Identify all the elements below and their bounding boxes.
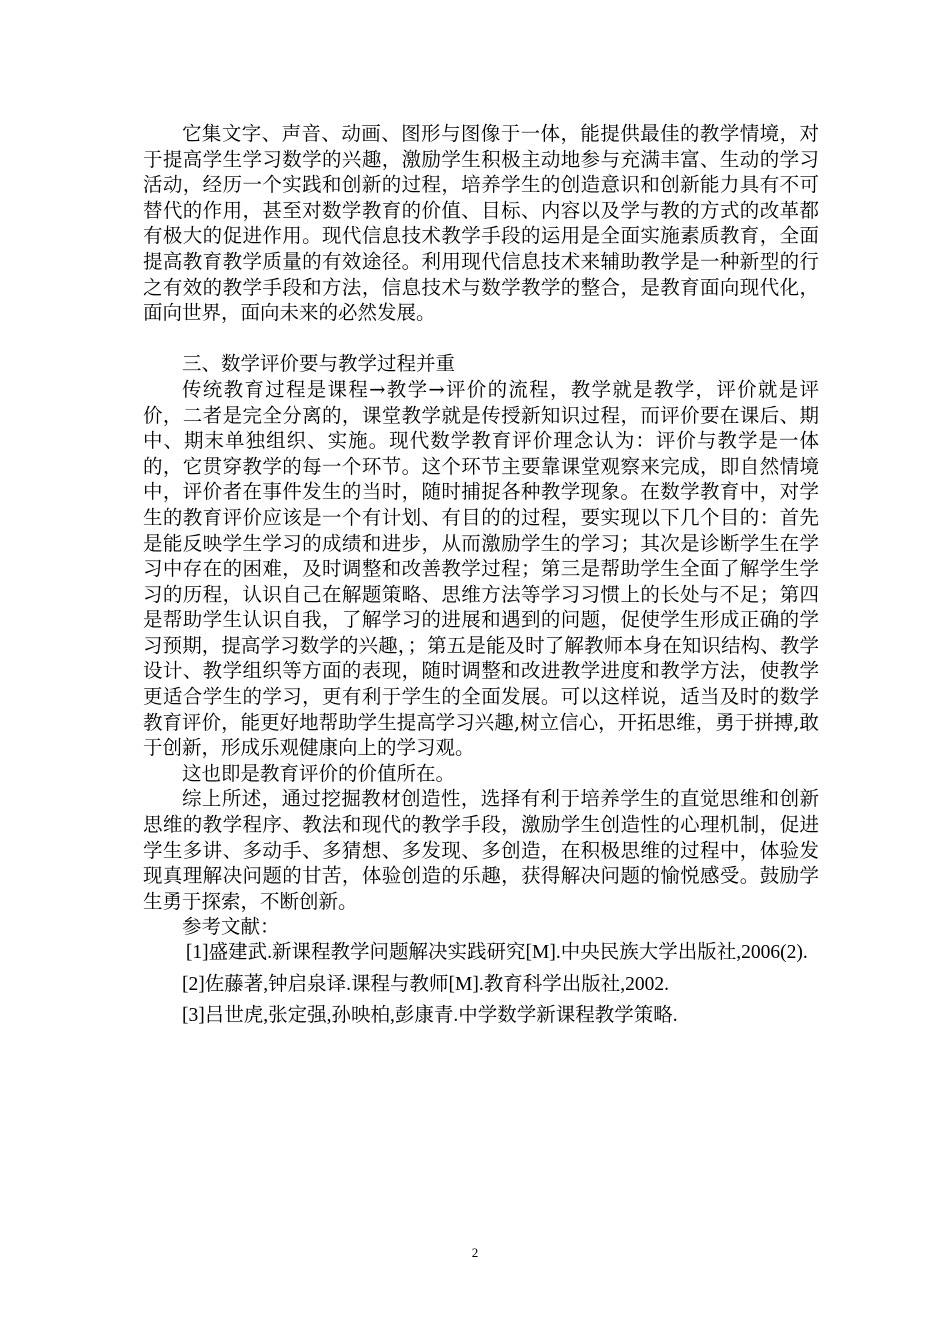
paragraph-summary: 综上所述，通过挖掘教材创造性，选择有利于培养学生的直觉思维和创新思维的教学程序、教法和现代的教学手段，激励学生创造性的心理机制，促进学生多讲、多动手、多猜想、多发现、多创造，在积极思维的过程中，体验发现真理解决问题的甘苦，体验创造的乐趣，获得解决问题的愉悦感受。鼓励学生勇于探索，不断创新。: [143, 787, 819, 913]
section-heading-evaluation: 三、数学评价要与教学过程并重: [182, 352, 456, 376]
paragraph-value: 这也即是教育评价的价值所在。: [182, 761, 456, 785]
reference-item: [1]盛建武.新课程教学问题解决实践研究[M].中央民族大学出版社,2006(2).: [185, 942, 808, 963]
references-title: 参考文献：: [182, 915, 280, 939]
page-number: 2: [471, 1245, 479, 1260]
paragraph-multimedia: 它集文字、声音、动画、图形与图像于一体，能提供最佳的教学情境，对于提高学生学习数学的兴趣，激励学生积极主动地参与充满丰富、生动的学习活动，经历一个实践和创新的过程，培养学生的创造意识和创新能力具有不可替代的作用，甚至对数学教育的价值、目标、内容以及学与教的方式的改革都有极大的促进作用。现代信息技术教学手段的运用是全面实施素质教育，全面提高教育教学质量的有效途径。利用现代信息技术来辅助教学是一种新型的行之有效的教学手段和方法，信息技术与数学教学的整合，是教育面向现代化，面向世界，面向未来的必然发展。: [143, 122, 819, 325]
paragraph-evaluation: 传统教育过程是课程→教学→评价的流程，教学就是教学，评价就是评价，二者是完全分离的，课堂教学就是传授新知识过程，而评价要在课后、期中、期末单独组织、实施。现代数学教育评价理念认为：评价与教学是一体的，它贯穿教学的每一个环节。这个环节主要靠课堂观察来完成，即自然情境中，评价者在事件发生的当时，随时捕捉各种教学现象。在数学教育中，对学生的教育评价应该是一个有计划、有目的的过程，要实现以下几个目的：首先是能反映学生学习的成绩和进步，从而激励学生的学习；其次是诊断学生在学习中存在的困难，及时调整和改善教学过程；第三是帮助学生全面了解学生学习的历程，认识自己在解题策略、思维方法等学习习惯上的长处与不足；第四是帮助学生认识自我，了解学习的进展和遇到的问题，促使学生形成正确的学习预期，提高学习数学的兴趣，；第五是能及时了解教师本身在知识结构、教学设计、教学组织等方面的表现，随时调整和改进教学进度和教学方法，使教学更适合学生的学习，更有利于学生的全面发展。可以这样说，适当及时的数学教育评价，能更好地帮助学生提高学习兴趣,树立信心，开拓思维，勇于拼搏,敢于创新，形成乐观健康向上的学习观。: [143, 377, 819, 760]
reference-item: [2]佐藤著,钟启泉译.课程与教师[M].教育科学出版社,2002.: [182, 973, 669, 995]
document-body: [143, 121, 819, 1029]
reference-item: [3]吕世虎,张定强,孙映柏,彭康青.中学数学新课程教学策略.: [182, 1005, 678, 1027]
